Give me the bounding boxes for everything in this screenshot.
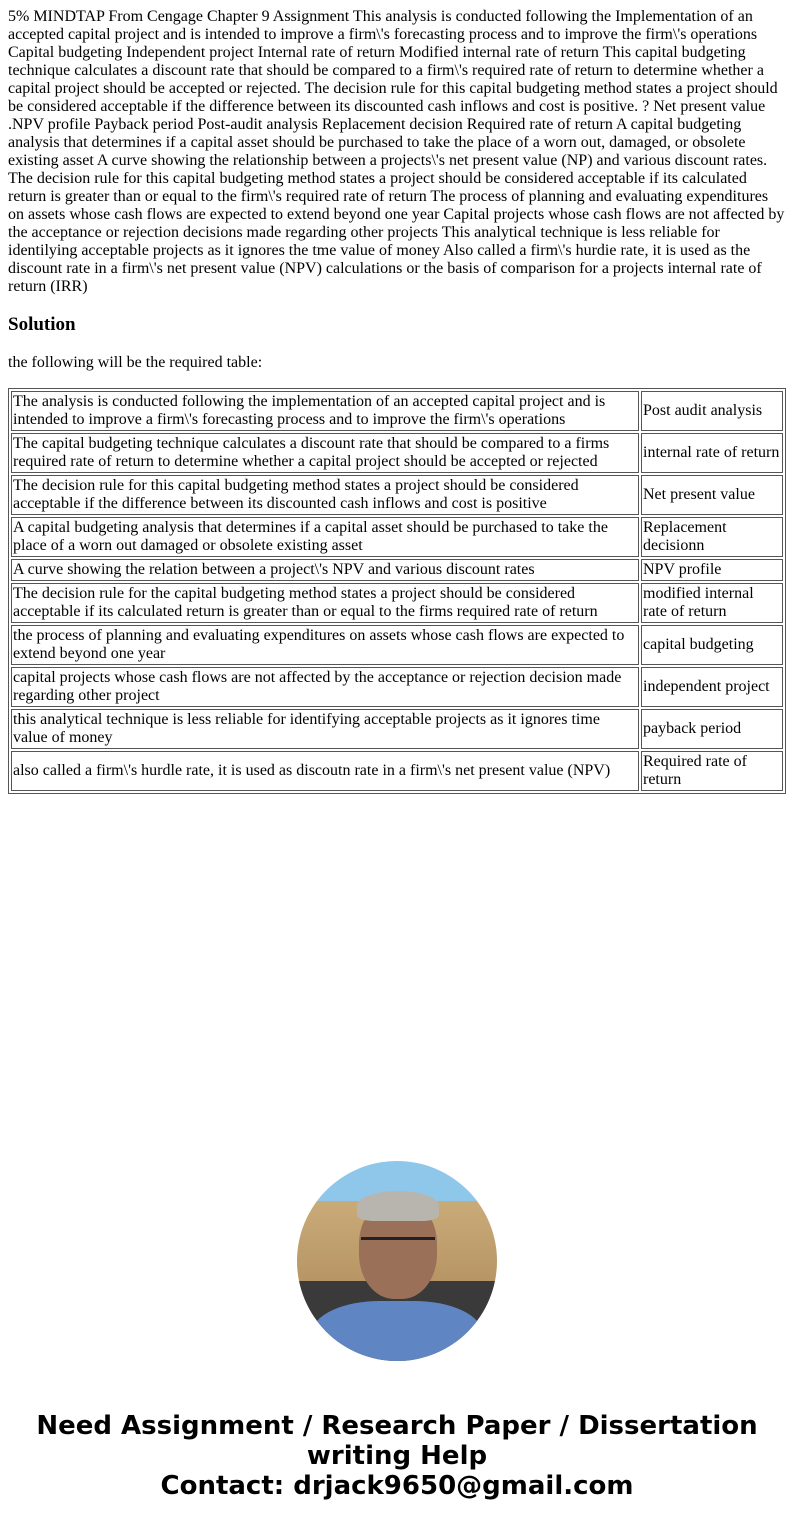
solution-heading: Solution — [8, 314, 76, 335]
table-row — [11, 751, 783, 791]
footer-line-1: Need Assignment / Research Paper / Dissertation writing Help — [36, 1411, 758, 1471]
row-term: Post audit analysis — [641, 391, 783, 431]
row-description: capital projects whose cash flows are not affected by the acceptance or rejection decision made regarding other project — [11, 667, 639, 707]
row-description: A capital budgeting analysis that determines if a capital asset should be purchased to take the place of a worn out damaged or obsolete existing asset — [11, 517, 639, 557]
table-row — [11, 391, 783, 431]
author-photo — [297, 1161, 497, 1361]
row-term: payback period — [641, 709, 783, 749]
table-row — [11, 559, 783, 581]
table-row — [11, 667, 783, 707]
row-term: internal rate of return — [641, 433, 783, 473]
row-description: The decision rule for this capital budgeting method states a project should be considered acceptable if the difference between its discounted cash inflows and cost is positive — [11, 475, 639, 515]
document — [0, 8, 794, 794]
row-term: modified internal rate of return — [641, 583, 783, 623]
row-description: A curve showing the relation between a project\'s NPV and various discount rates — [11, 559, 639, 581]
row-description: the process of planning and evaluating expenditures on assets whose cash flows are expected to extend beyond one year — [11, 625, 639, 665]
table-row — [11, 625, 783, 665]
solution-intro: the following will be the required table: — [8, 354, 263, 371]
row-term: Net present value — [641, 475, 783, 515]
contact-footer — [0, 1411, 794, 1501]
question-text: 5% MINDTAP From Cengage Chapter 9 Assignment This analysis is conducted following the Implementation of an accepted capital project and is intended to improve a firm\'s forecasting process and to improve the firm\'s operations Capital budgeting Independent project Internal rate of return Modified internal rate of return This capital budgeting technique calculates a discount rate that should be compared to a firm\'s required rate of return to determine whether a capital project should be accepted or rejected. The decision rule for this capital budgeting method states a project should be considered acceptable if the difference between its discounted cash inflows and cost is positive. ? Net present value .NPV profile Payback period Post-audit analysis Replacement decision Required rate of return A capital budgeting analysis that determines if a capital asset should be purchased to take the place of a worn out, damaged, or obsolete existing asset A curve showing the relationship between a projects\'s net present value (NP) and various discount rates. The decision rule for this capital budgeting method states a project should be considered acceptable if its calculated return is greater than or equal to the firm\'s required rate of return The process of planning and evaluating expenditures on assets whose cash flows are expected to extend beyond one year Capital projects whose cash flows are not affected by the acceptance or rejection decisions made regarding other projects This analytical technique is less reliable for identilying acceptable projects as it ignores the tme value of money Also called a firm\'s hurdie rate, it is used as the discount rate in a firm\'s net present value (NPV) calculations or the basis of comparison for a projects internal rate of return (IRR) — [8, 8, 785, 295]
row-term: NPV profile — [641, 559, 783, 581]
table-row — [11, 709, 783, 749]
row-term: Replacement decisionn — [641, 517, 783, 557]
row-term: Required rate of return — [641, 751, 783, 791]
row-term: independent project — [641, 667, 783, 707]
footer-line-2: Contact: drjack9650@gmail.com — [160, 1471, 634, 1501]
row-term: capital budgeting — [641, 625, 783, 665]
row-description: The capital budgeting technique calculates a discount rate that should be compared to a firms required rate of return to determine whether a capital project should be accepted or rejected — [11, 433, 639, 473]
answer-table — [8, 388, 786, 794]
row-description: The analysis is conducted following the implementation of an accepted capital project and is intended to improve a firm\'s forecasting process and to improve the firm\'s operations — [11, 391, 639, 431]
row-description: also called a firm\'s hurdle rate, it is used as discoutn rate in a firm\'s net present value (NPV) — [11, 751, 639, 791]
table-row — [11, 583, 783, 623]
table-row — [11, 433, 783, 473]
table-row — [11, 475, 783, 515]
table-row — [11, 517, 783, 557]
row-description: The decision rule for the capital budgeting method states a project should be considered acceptable if its calculated return is greater than or equal to the firms required rate of return — [11, 583, 639, 623]
row-description: this analytical technique is less reliable for identifying acceptable projects as it ignores time value of money — [11, 709, 639, 749]
